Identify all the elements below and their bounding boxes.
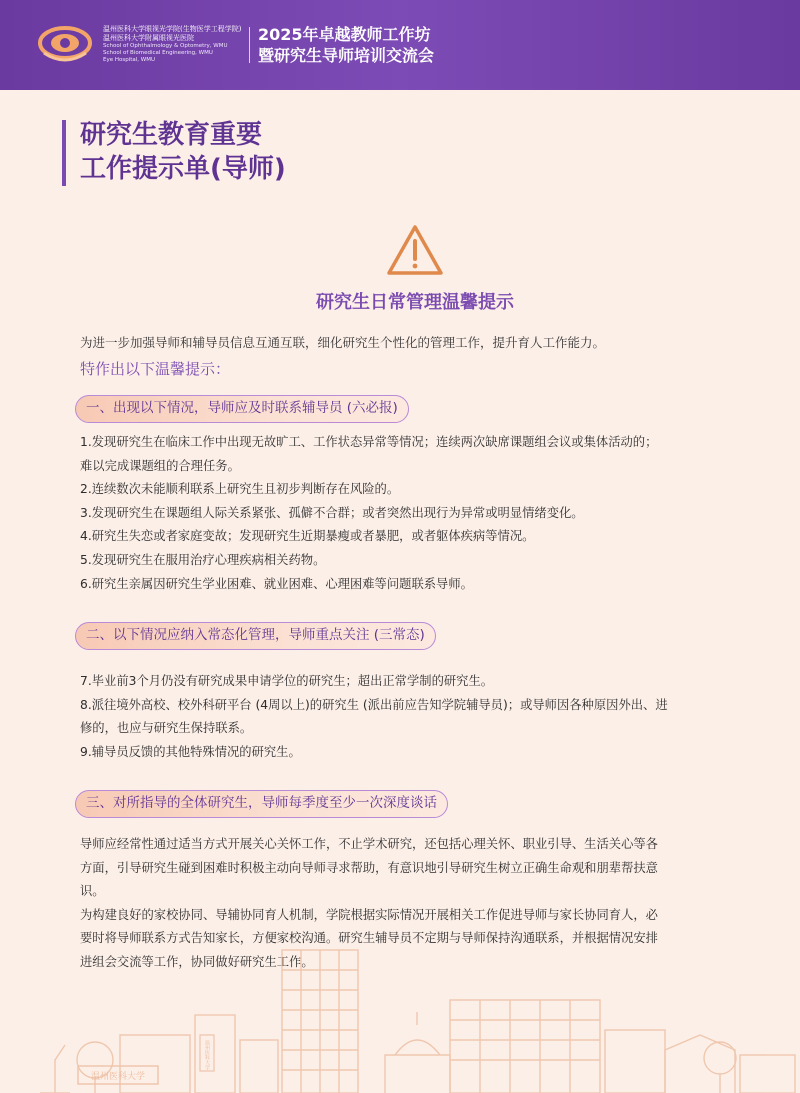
list-item: 5.发现研究生在服用治疗心理疾病相关药物。 <box>80 552 326 567</box>
list-item: 修的，也应与研究生保持联系。 <box>80 721 253 736</box>
list-item: 6.研究生亲属因研究生学业困难、就业困难、心理困难等问题联系导师。 <box>80 576 473 591</box>
school-logo-icon <box>38 23 92 63</box>
intro-subtitle: 特作出以下温馨提示： <box>80 360 231 378</box>
school-name-en-3: Eye Hospital, WMU <box>103 57 156 63</box>
paragraph-line: 进组会交流等工作，协同做好研究生工作。 <box>80 954 314 969</box>
intro-text: 为进一步加强导师和辅导员信息互通互联，细化研究生个性化的管理工作，提升育人工作能力。 <box>80 335 606 350</box>
paragraph-line: 为构建良好的家校协同、导辅协同育人机制，学院根据实际情况开展相关工作促进导师与家长协同育人，必 <box>80 907 658 922</box>
section-3-title: 三、对所指导的全体研究生，导师每季度至少一次深度谈话 <box>75 790 448 818</box>
school-name-en-2: School of Biomedical Engineering, WMU <box>103 50 213 56</box>
list-item: 7.毕业前3个月仍没有研究成果申请学位的研究生；超出正常学制的研究生。 <box>80 674 494 688</box>
section-2-title: 二、以下情况应纳入常态化管理，导师重点关注 (三常态) <box>75 622 436 650</box>
page-title-line2: 工作提示单(导师) <box>80 154 286 184</box>
paragraph-line: 方面，引导研究生碰到困难时积极主动向导师寻求帮助，有意识地引导研究生树立正确生命观和朋辈帮扶意 <box>80 860 658 875</box>
title-accent-bar <box>62 120 66 186</box>
school-name-cn-2: 温州医科大学附属眼视光医院 <box>103 34 194 42</box>
list-item: 2.连续数次未能顺利联系上研究生且初步判断存在风险的。 <box>80 482 400 497</box>
reminder-heading: 研究生日常管理温馨提示 <box>316 292 514 313</box>
header-divider <box>249 27 250 63</box>
list-item: 1.发现研究生在临床工作中出现无故旷工、工作状态异常等情况；连续两次缺席课题组会议或集体活动的； <box>80 435 658 449</box>
event-title-line1: 2025年卓越教师工作坊 <box>258 25 431 44</box>
section-1-title: 一、出现以下情况，导师应及时联系辅导员 (六必报) <box>75 395 409 423</box>
school-name-en-1: School of Ophthalmology & Optometry, WMU <box>103 43 228 49</box>
page-title <box>80 118 286 186</box>
paragraph-line: 识。 <box>80 884 105 899</box>
paragraph-line: 要时将导师联系方式告知家长，方便家校沟通。研究生辅导员不定期与导师保持沟通联系，并根据情况安排 <box>80 931 658 946</box>
school-name-block <box>103 25 243 64</box>
event-title-line2: 暨研究生导师培训交流会 <box>258 46 435 65</box>
list-item: 3.发现研究生在课题组人际关系紧张、孤僻不合群；或者突然出现行为异常或明显情绪变化。 <box>80 505 584 520</box>
list-item: 4.研究生失恋或者家庭变故；发现研究生近期暴瘦或者暴肥，或者躯体疾病等情况。 <box>80 529 535 544</box>
school-name-cn-1: 温州医科大学眼视光学院(生物医学工程学院) <box>103 25 242 33</box>
list-item: 8.派往境外高校、校外科研平台 (4周以上)的研究生 (派出前应告知学院辅导员)；或导师因各种原因外出、进 <box>80 697 668 712</box>
campus-stone-text: 温州医科大学 <box>90 1072 146 1082</box>
section-1-body <box>80 431 760 596</box>
page-title-line1: 研究生教育重要 <box>80 120 263 150</box>
list-item: 9.辅导员反馈的其他特殊情况的研究生。 <box>80 744 301 759</box>
campus-skyline-illustration <box>0 940 800 1093</box>
event-title <box>258 24 434 66</box>
campus-seal-text: 温州医科大学 <box>204 1040 210 1070</box>
paragraph-line: 导师应经常性通过适当方式开展关心关怀工作，不止学术研究，还包括心理关怀、职业引导、生活关心等各 <box>80 837 658 851</box>
section-2-body <box>80 670 760 764</box>
warning-triangle-icon <box>385 223 445 277</box>
list-item: 难以完成课题组的合理任务。 <box>80 458 240 473</box>
page-header <box>0 0 800 90</box>
